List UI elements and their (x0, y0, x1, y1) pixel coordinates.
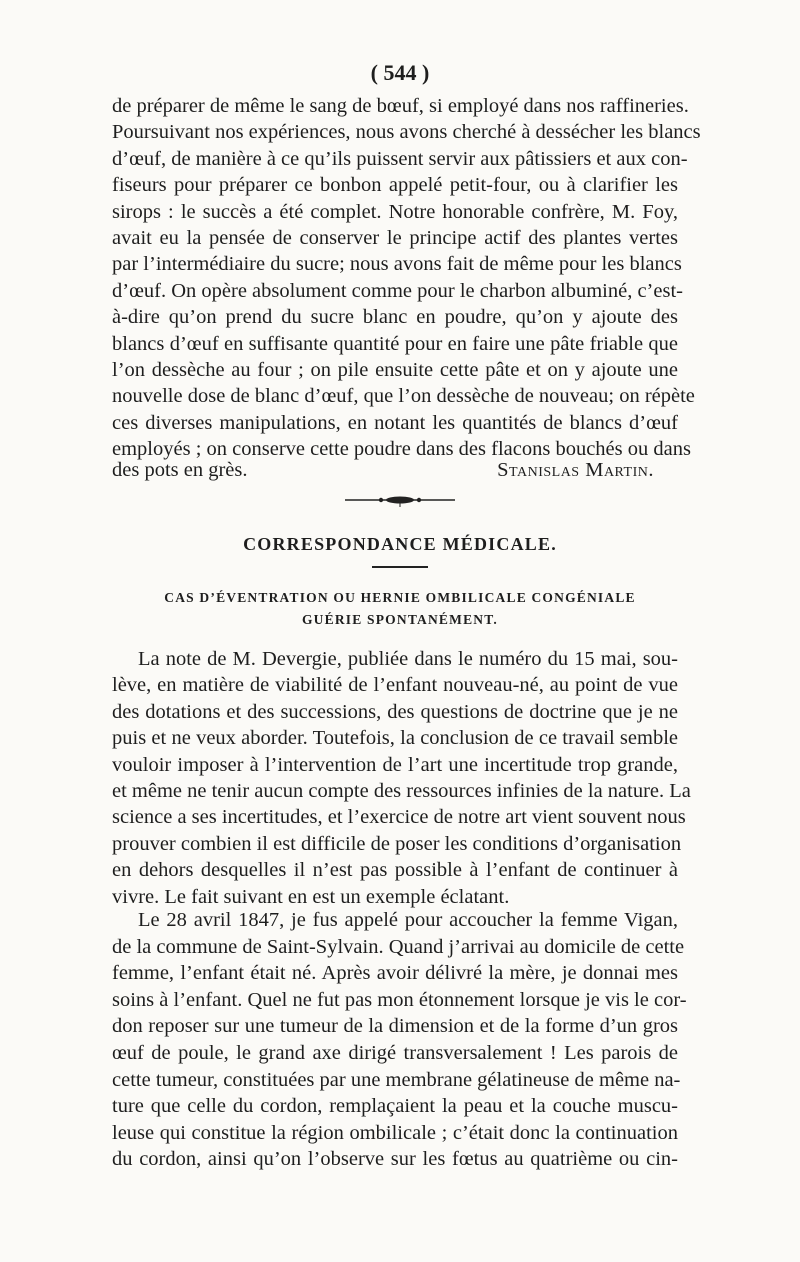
text-line: des dotations et des successions, des questions de doctrine que je ne (112, 700, 678, 723)
text-line: d’œuf, de manière à ce qu’ils puissent servir aux pâtissiers et aux con- (112, 147, 688, 170)
text-line: sirops : le succès a été complet. Notre honorable confrère, M. Foy, (112, 200, 678, 223)
fleuron-ornament (345, 492, 455, 508)
text-line: puis et ne veux aborder. Toutefois, la conclusion de ce travail semble (112, 727, 678, 750)
text-line: de préparer de même le sang de bœuf, si employé dans nos raffineries. (112, 95, 689, 117)
text-line: œuf de poule, le grand axe dirigé transversalement ! Les parois de (112, 1042, 678, 1064)
text-line: soins à l’enfant. Quel ne fut pas mon étonnement lorsque je vis le cor- (112, 988, 687, 1011)
text-line: employés ; on conserve cette poudre dans des flacons bouchés ou dans (112, 438, 691, 461)
signature-line (112, 456, 678, 484)
text-line: de la commune de Saint-Sylvain. Quand j’arrivai au domicile de cette (112, 935, 685, 958)
section-title: CORRESPONDANCE MÉDICALE. (243, 534, 557, 554)
text-line: prouver combien il est difficile de poser les conditions d’organisation (112, 832, 682, 855)
text-line: Poursuivant nos expériences, nous avons cherché à dessécher les blancs (112, 121, 701, 144)
text-line: don reposer sur une tumeur de la dimension et de la forme d’un gros (112, 1015, 678, 1038)
text-line: à-dire qu’on prend du sucre blanc en poudre, qu’on y ajoute des (112, 306, 678, 329)
text-line: ces diverses manipulations, en notant les quantités de blancs d’œuf (112, 411, 678, 434)
text-line: par l’intermédiaire du sucre; nous avons fait de même pour les blancs (112, 253, 682, 276)
text-line: cette tumeur, constituées par une membrane gélatineuse de même na- (112, 1068, 681, 1091)
text-line: ture que celle du cordon, remplaçaient la peau et la couche muscu- (112, 1095, 678, 1118)
text-line: La note de M. Devergie, publiée dans le numéro du 15 mai, sou- (138, 648, 678, 670)
text-line: nouvelle dose de blanc d’œuf, que l’on dessèche de nouveau; on répète (112, 385, 695, 408)
text-line: lève, en matière de viabilité de l’enfant nouveau-né, au point de vue (112, 674, 678, 697)
text-line: d’œuf. On opère absolument comme pour le charbon albuminé, c’est- (112, 279, 683, 302)
text-line: fiseurs pour préparer ce bonbon appelé petit-four, ou à clarifier les (112, 174, 678, 197)
text-line: leuse qui constitue la région ombilicale ; c’était donc la continuation (112, 1121, 678, 1144)
paragraph-end-text: des pots en grès. (112, 459, 248, 481)
page-number: ( 544 ) (370, 60, 430, 85)
title-rule (372, 566, 428, 568)
text-line: Le 28 avril 1847, je fus appelé pour accoucher la femme Vigan, (138, 909, 678, 931)
text-line: femme, l’enfant était né. Après avoir délivré la mère, je donnai mes (112, 962, 678, 985)
text-line: vivre. Le fait suivant en est un exemple éclatant. (112, 885, 510, 908)
text-line: du cordon, ainsi qu’on l’observe sur les fœtus au quatrième ou cin- (112, 1148, 678, 1171)
text-line: vouloir imposer à l’intervention de l’art une incertitude trop grande, (112, 753, 678, 776)
text-line: et même ne tenir aucun compte des ressources infinies de la nature. La (112, 780, 691, 802)
text-line: l’on dessèche au four ; on pile ensuite cette pâte et on y ajoute une (112, 359, 678, 381)
author-signature: Stanislas Martin. (497, 459, 654, 481)
text-line: blancs d’œuf en suffisante quantité pour en faire une pâte friable que (112, 332, 678, 355)
text-line: avait eu la pensée de conserver le principe actif des plantes vertes (112, 227, 678, 249)
article-subtitle-line-2: GUÉRIE SPONTANÉMENT. (301, 612, 499, 627)
text-line: science a ses incertitudes, et l’exercice de notre art vient souvent nous (112, 806, 686, 829)
text-line: en dehors desquelles il n’est pas possible à l’enfant de continuer à (112, 859, 678, 882)
article-subtitle-line-1: CAS D’ÉVENTRATION OU HERNIE OMBILICALE CONGÉNIALE (164, 590, 636, 605)
